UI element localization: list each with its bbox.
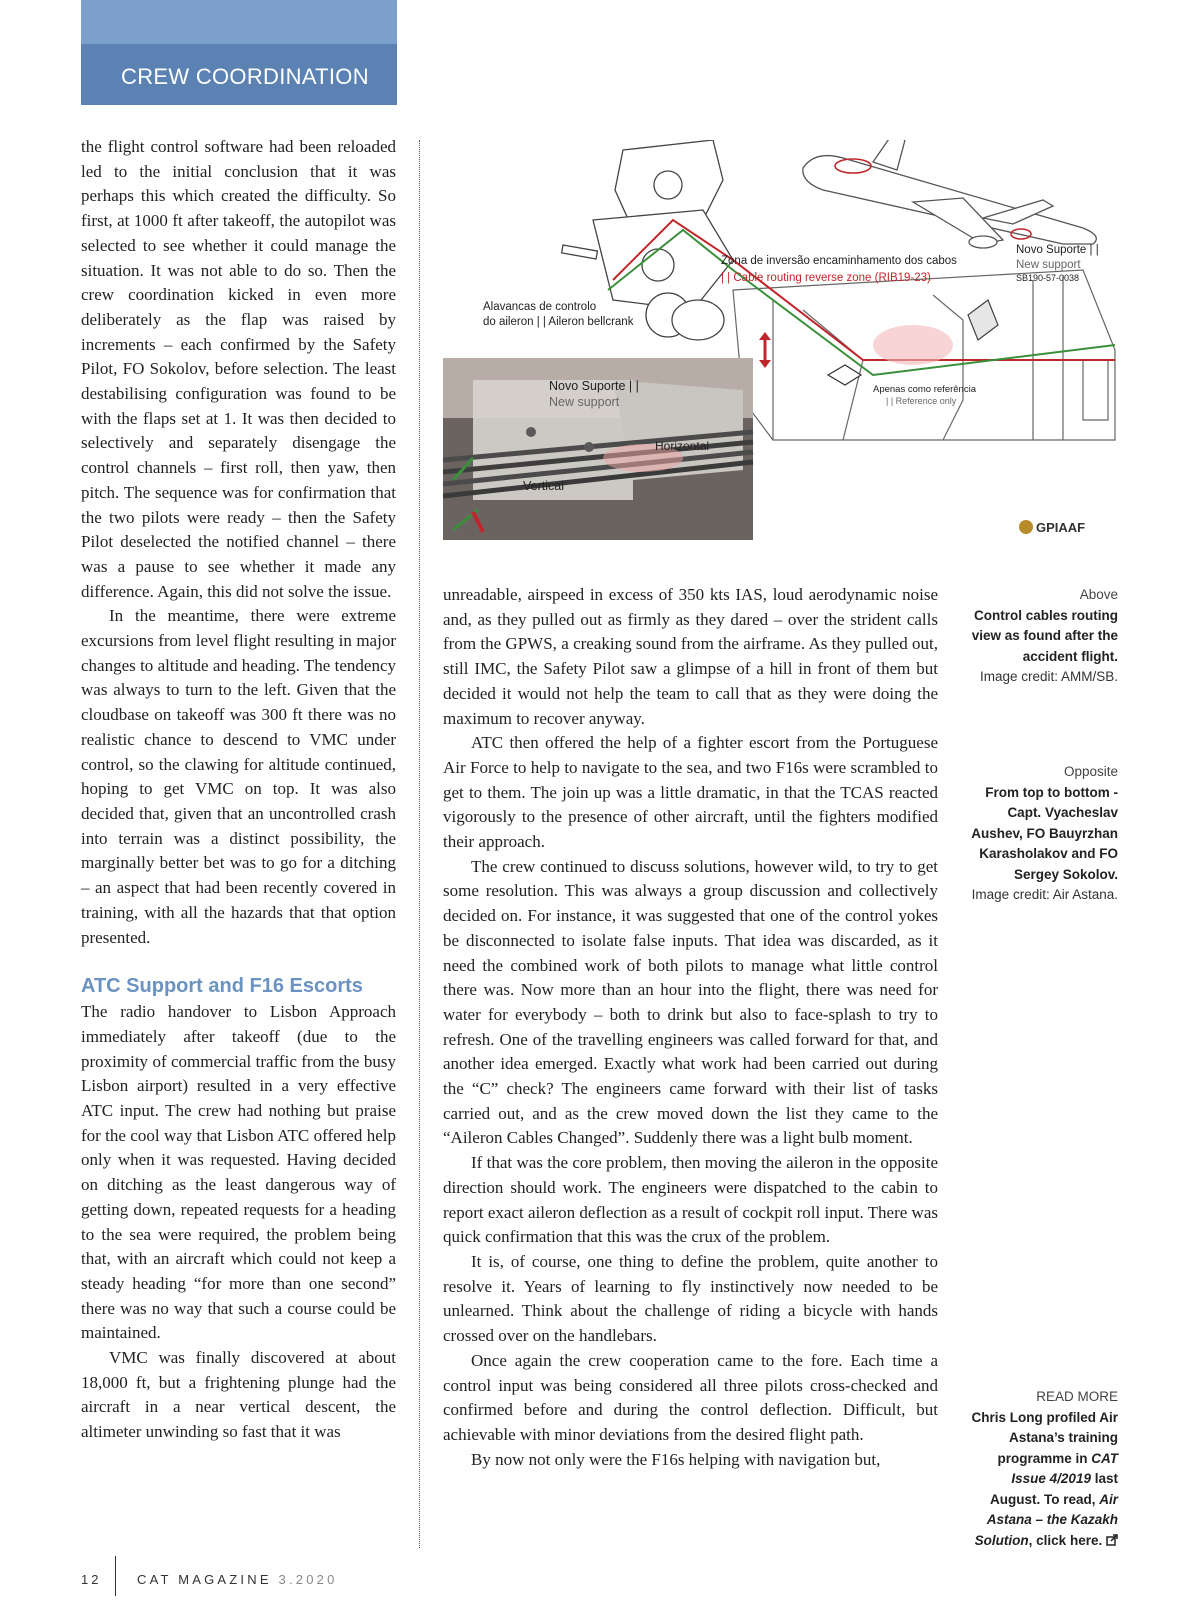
left-paragraph-4: VMC was finally discovered at about 18,000 ft, but a frightening plunge had the aircraft in a near vertical descent, the altimeter unwinding so fast that it was [81,1348,396,1442]
reversal-zone-highlight [873,325,953,365]
photo-label-novo-en: New support [549,395,620,409]
magazine-name: CAT MAGAZINE [137,1572,272,1587]
cable-routing-figure [443,140,1123,560]
label-apenas-en: | | Reference only [886,396,957,406]
caption-above [960,585,1118,688]
external-link-icon[interactable] [1106,1532,1118,1553]
label-novo-en: New support [1016,259,1081,271]
section-title: CREW COORDINATION [121,64,369,89]
label-alavancas-pt: Alavancas de controlo [483,301,597,313]
mid-paragraph-6: Once again the crew cooperation came to the fore. Each time a control input was being considered all three pilots cross-checked and confirmed before and during the control deflection. Difficult, but achievable with minor deviations from the desired flight path. [443,1350,938,1444]
label-zona-pt: Zona de inversão encaminhamento dos cabos [721,255,957,267]
left-column [81,135,396,1445]
column-separator [419,140,420,1548]
gpiaaf-logo-text: GPIAAF [1036,520,1086,535]
aircraft-illustration [803,140,1096,248]
mid-paragraph-7: By now not only were the F16s helping with navigation but, [471,1449,881,1469]
section-header-tab [81,0,397,105]
read-more-text [960,1408,1118,1553]
label-apenas-pt: Apenas como referência [873,384,976,395]
label-novo-pt: Novo Suporte | | [1016,244,1099,256]
read-more-label: READ MORE [1036,1389,1118,1404]
left-paragraph-3: The radio handover to Lisbon Approach immediately after takeoff (due to the proximity of commercial traffic from the busy Lisbon airport) resulted in a very effective ATC input. The crew had nothing but praise for the cool way that Lisbon ATC offered help only when it was requested. Having decided on ditching as the least dangerous way of getting down, repeated requests for a heading to the sea were required, the problem being that, with an aircraft which could not keep a steady heading “for more than one second” there was no way that such a course could be maintained. [81,1002,396,1343]
caption-opposite-credit: Image credit: Air Astana. [971,887,1118,902]
caption-above-label: Above [1079,587,1118,602]
middle-column [443,583,938,1472]
photo-label-vertical: Vertical [523,479,564,493]
mid-paragraph-1: unreadable, airspeed in excess of 350 kts IAS, loud aerodynamic noise and, as they pulled out as firmly as they dared – over the strident calls from the GPWS, a creaking sound from the airframe. As they pulled out, still IMC, the Safety Pilot saw a glimpse of a hill in front of them but decided it would not help the team to call that as they were doing the maximum to recover anyway. [443,585,938,728]
read-more-link[interactable]: here. [1069,1532,1103,1548]
caption-opposite [960,762,1118,906]
caption-read-more [960,1387,1118,1552]
left-paragraph-1: the flight control software had been reloaded led to the initial conclusion that it was perhaps this which created the difficulty. So first, at 1000 ft after takeoff, the autopilot was selected to see whether it could manage the situation. It was not able to do so. Then the crew coordination kicked in even more deliberately as the flap was raised by increments – each confirmed by the Safety Pilot, FO Sokolov, before selection. The least destabilising configuration was found to be with the flaps set at 1. It was then decided to selectively and separately disengage the control channels – first roll, then yaw, then pitch. The sequence was for confirmation that the two pilots were ready – then the Safety Pilot deselected the notified channel – there was a pause to see whether it made any difference. Again, this did not solve the issue. [81,137,396,601]
section-header-band [81,0,397,44]
caption-opposite-label: Opposite [1063,764,1118,779]
caption-opposite-text: From top to bottom - Capt. Vyacheslav Aushev, FO Bauyrzhan Karasholakov and FO Sergey Sokolov. [971,784,1118,882]
magazine-issue: 3.2020 [278,1572,338,1587]
read-more-issue: CAT Issue 4/2019 [1011,1450,1118,1486]
caption-above-text: Control cables routing view as found after the accident flight. [971,607,1118,664]
read-more-t3: last August. To read, [989,1471,1118,1507]
mid-paragraph-4: If that was the core problem, then moving the aileron in the opposite direction should work. The engineers were dispatched to the cabin to report exact aileron deflection as a result of cockpit roll input. There was quick confirmation that this was the crux of the problem. [443,1153,938,1247]
page-number: 12 [81,1572,102,1587]
subheading-atc-support: ATC Support and F16 Escorts [81,975,363,998]
label-alavancas-en: do aileron | | Aileron bellcrank [483,316,634,328]
mid-paragraph-3: The crew continued to discuss solutions, however wild, to try to get some resolution. This was always a group discussion and collectively decided on. For instance, it was suggested that one of the control yokes be disconnected to isolate false inputs. That idea was discarded, as it need the combined work of both pilots to manage what little control there was. Now more than an hour into the flight, there was need for water for everybody – both to drink but also to face-splash to try to refresh. One of the travelling engineers was called forward for that, and another idea emerged. Exactly what work had been carried out during the “C” check? The engineers came forward with their list of tasks carried out, and as the crew moved down the list they came to the “Aileron Cables Changed”. Suddenly there was a light bulb moment. [443,856,938,1148]
gpiaaf-logo-emblem [1019,520,1033,534]
footer-magazine [137,1572,338,1587]
read-more-article-title: Air Astana – the Kazakh Solution [974,1491,1118,1548]
reference-eye-icon [828,365,861,385]
photo-label-horizontal: Horizontal [655,439,710,453]
read-more-t5: , click [1028,1532,1067,1548]
caption-above-credit: Image credit: AMM/SB. [979,669,1118,684]
footer-rule [115,1556,116,1596]
read-more-t1: Chris Long profiled Air Astana’s training programme in [971,1409,1118,1466]
label-novo-code: SB190-57-0038 [1016,273,1080,283]
new-support-bracket [968,300,998,340]
left-paragraph-2: In the meantime, there were extreme excursions from level flight resulting in major changes to altitude and heading. The tendency was always to turn to the left. Given that the cloudbase on takeoff was 300 ft there was no realistic chance to descend to VMC under control, so the clawing for altitude continued, hoping to get VMC on top. It was also decided that, given that an uncontrolled crash into terrain was a distinct possibility, the marginally better bet was to go for a ditching – an aspect that had been recently covered in training, with all the hazards that that option presented. [81,606,396,947]
label-zona-en: | | Cable routing reverse zone (RIB19-23) [721,272,931,284]
mid-paragraph-2: ATC then offered the help of a fighter escort from the Portuguese Air Force to help to navigate to the sea, and two F16s were scrambled to get to them. The join up was a little dramatic, in that the TCAS reacted vigorously to the presence of other aircraft, until the fighters modified their approach. [443,733,938,852]
photo-label-novo-pt: Novo Suporte | | [549,379,639,393]
mid-paragraph-5: It is, of course, one thing to define the problem, quite another to resolve it. Years of learning to fly instinctively now needed to be unlearned. Think about the challenge of riding a bicycle with hands crossed over on the handlebars. [443,1251,938,1346]
cable-routing-illustration [443,140,1123,560]
